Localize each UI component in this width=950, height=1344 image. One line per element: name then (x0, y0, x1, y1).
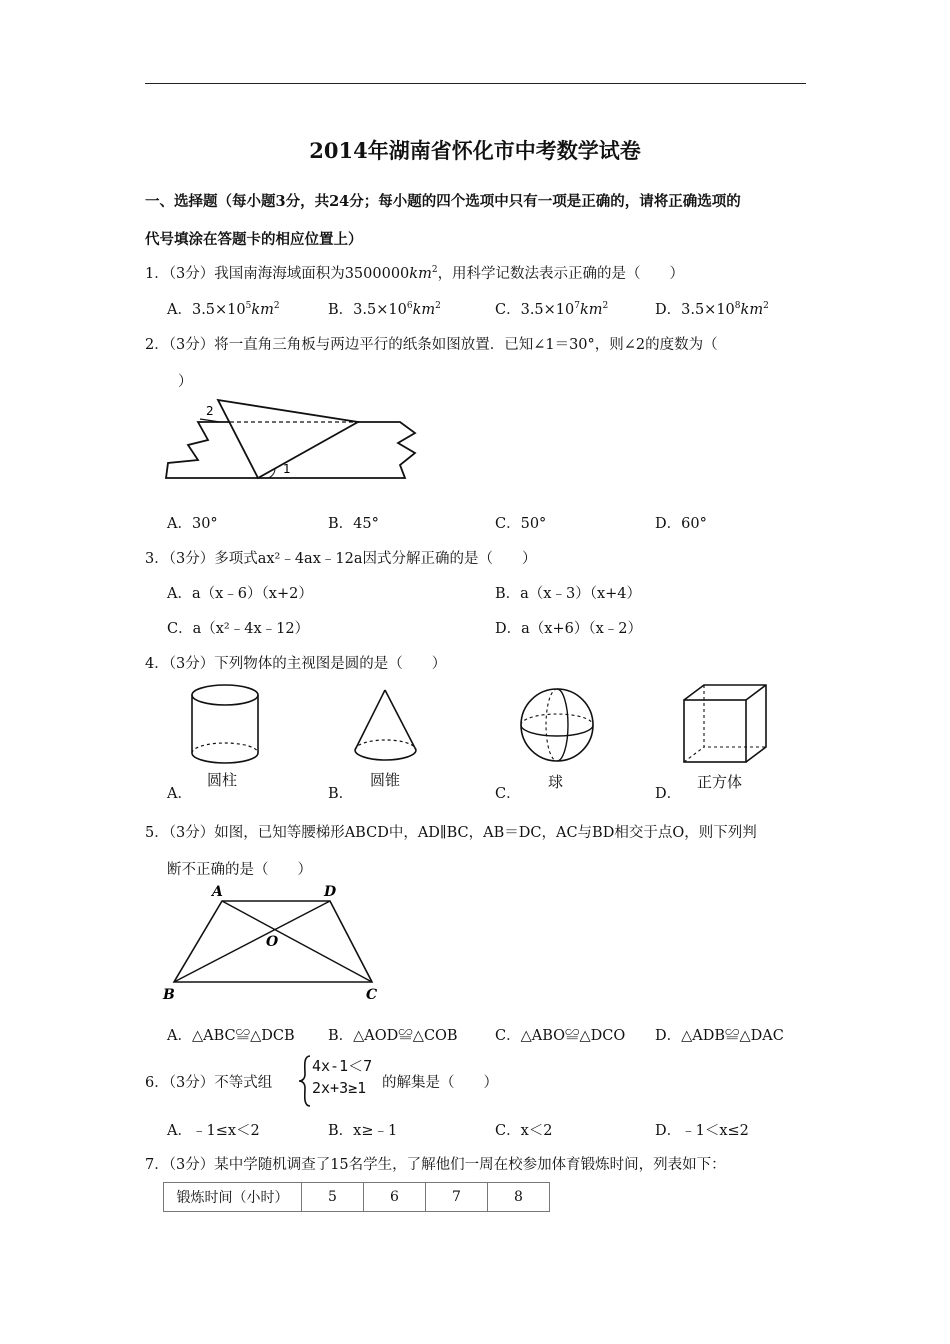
q5-option-d[interactable]: D．△ADB≌△DAC (655, 1028, 784, 1044)
q4-option-d[interactable]: D． (655, 786, 682, 802)
q4-option-a[interactable]: A． (167, 786, 192, 802)
q5-option-b[interactable]: B．△AOD≌△COB (328, 1028, 458, 1044)
q2-figure-triangle-strip (160, 395, 430, 490)
q2-option-c[interactable]: C．50° (495, 516, 547, 532)
q2-angle-1-label: 1 (283, 462, 291, 476)
q1-option-a[interactable]: A．$3.5\times 10^5km^2$ (167, 301, 280, 318)
q6-stem-start: 6．（3分）不等式组 (145, 1075, 273, 1091)
q1-option-d[interactable]: D．$3.5\times 10^8km^2$ (655, 301, 769, 318)
q1-option-c[interactable]: C．$3.5\times 10^7km^2$ (495, 301, 609, 318)
section-heading-line2: 代号填涂在答题卡的相应位置上） (145, 231, 363, 248)
q4-cube-figure (681, 682, 771, 772)
q1-option-b[interactable]: B．$3.5\times 10^6km^2$ (328, 301, 441, 318)
q5-option-a[interactable]: A．△ABC≌△DCB (167, 1028, 295, 1044)
q6-inequality-1: 4x-1＜7 (312, 1057, 373, 1075)
q6-option-d[interactable]: D．﹣1＜x≤2 (655, 1123, 749, 1139)
q6-stem-end: 的解集是（ ） (382, 1075, 498, 1091)
q4-cylinder-figure (188, 683, 268, 773)
page-title: 2014年湖南省怀化市中考数学试卷 (309, 138, 641, 163)
section-heading-line1: 一、选择题（每小题3分，共24分；每小题的四个选项中只有一项是正确的，请将正确选项的 (145, 193, 741, 210)
q7-table-cell: 8 (488, 1183, 550, 1212)
q4-option-c[interactable]: C． (495, 786, 521, 802)
q6-brace-icon (298, 1054, 312, 1108)
q2-angle-2-label: 2 (206, 404, 214, 418)
q4-caption-cube: 正方体 (697, 773, 743, 791)
q3-option-b[interactable]: B．a（x﹣3）（x+4） (495, 586, 642, 602)
q4-caption-sphere: 球 (548, 773, 564, 791)
q5-label-d: D (324, 884, 337, 900)
q6-option-a[interactable]: A．﹣1≤x＜2 (167, 1123, 260, 1139)
q7-table-cell: 5 (302, 1183, 364, 1212)
q4-option-b[interactable]: B． (328, 786, 354, 802)
q3-option-c[interactable]: C．a（x²﹣4x﹣12） (167, 621, 310, 637)
q4-sphere-figure (518, 686, 598, 766)
q5-stem-line2: 断不正确的是（ ） (167, 862, 312, 878)
q2-option-d[interactable]: D．60° (655, 516, 707, 532)
q5-label-o: O (266, 934, 279, 950)
top-rule (145, 83, 806, 84)
q2-stem-end: ） (178, 374, 193, 390)
q5-trapezoid-figure (160, 882, 390, 1007)
q2-option-a[interactable]: A．30° (167, 516, 218, 532)
q5-stem-line1: 5．（3分）如图，已知等腰梯形ABCD中，AD∥BC，AB＝DC，AC与BD相交于点O，则下列判 (145, 825, 757, 841)
q6-system (312, 1055, 372, 1099)
q3-option-d[interactable]: D．a（x+6）（x﹣2） (495, 621, 642, 637)
q6-option-c[interactable]: C．x＜2 (495, 1123, 553, 1139)
q6-inequality-2: 2x+3≥1 (312, 1079, 367, 1097)
q2-stem: 2．（3分）将一直角三角板与两边平行的纸条如图放置．已知∠1＝30°，则∠2的度数为（ (145, 337, 718, 353)
q7-stem: 7．（3分）某中学随机调查了15名学生，了解他们一周在校参加体育锻炼时间，列表如下： (145, 1157, 726, 1173)
q5-option-c[interactable]: C．△ABO≌△DCO (495, 1028, 626, 1044)
q5-label-a: A (212, 884, 223, 900)
q3-option-a[interactable]: A．a（x﹣6）（x+2） (167, 586, 313, 602)
q4-caption-cone: 圆锥 (370, 771, 401, 789)
q5-label-b: B (163, 987, 175, 1003)
q7-table-header: 锻炼时间（小时） (164, 1183, 302, 1212)
q3-stem: 3．（3分）多项式ax²﹣4ax﹣12a因式分解正确的是（ ） (145, 551, 537, 567)
q4-cone-figure (352, 688, 422, 768)
q7-table-cell: 7 (426, 1183, 488, 1212)
q4-caption-cylinder: 圆柱 (207, 771, 238, 789)
q5-label-c: C (366, 987, 378, 1003)
q2-option-b[interactable]: B．45° (328, 516, 379, 532)
q7-table (163, 1182, 550, 1212)
q4-stem: 4．（3分）下列物体的主视图是圆的是（ ） (145, 656, 447, 672)
table-row (164, 1183, 550, 1212)
q7-table-cell: 6 (364, 1183, 426, 1212)
q1-stem: 1．（3分）我国南海海域面积为$3500000km^2$，用科学记数法表示正确的是（ ） (145, 265, 685, 282)
q6-option-b[interactable]: B．x≥﹣1 (328, 1123, 398, 1139)
